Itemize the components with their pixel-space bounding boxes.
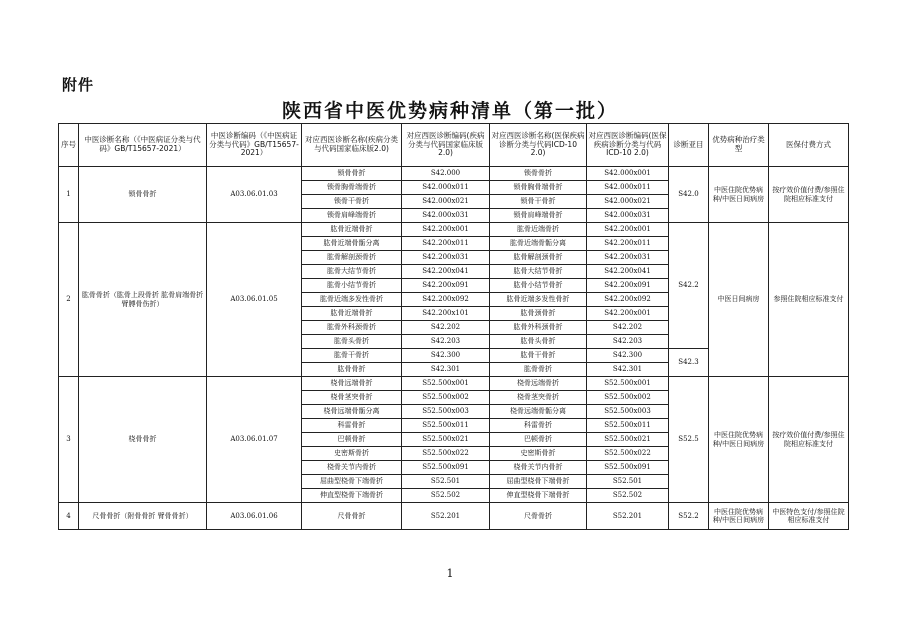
wm-name-national-cell: 肱骨外科颈骨折 <box>302 321 402 335</box>
wm-name-national-cell: 锁骨骨折 <box>302 167 402 181</box>
wm-name-insurance-cell: 肱骨近端骨骺分离 <box>490 237 587 251</box>
table-row <box>59 223 849 237</box>
wm-name-national-cell: 肱骨小结节骨折 <box>302 279 402 293</box>
wm-code-insurance-cell: S42.000x001 <box>587 167 669 181</box>
col-tcm-name: 中医诊断名称（《中医病证分类与代码》GB/T15657-2021） <box>79 124 207 167</box>
treatment-type-cell: 中医日间病房 <box>709 223 769 377</box>
col-wm-name-insurance: 对应西医诊断名称(医保疾病诊断分类与代码ICD-10 2.0) <box>490 124 587 167</box>
treatment-type-cell: 中医住院优势病种/中医日间病房 <box>709 503 769 530</box>
wm-code-national-cell: S42.000 <box>402 167 490 181</box>
wm-code-insurance-cell: S42.000x011 <box>587 181 669 195</box>
wm-code-national-cell: S52.500x091 <box>402 461 490 475</box>
col-treatment-type: 优势病种治疗类型 <box>709 124 769 167</box>
wm-code-national-cell: S52.500x011 <box>402 419 490 433</box>
payment-method-cell: 按疗效价值付费/参照住院相应标准支付 <box>769 167 849 223</box>
wm-code-insurance-cell: S42.200x011 <box>587 237 669 251</box>
wm-code-insurance-cell: S52.500x002 <box>587 391 669 405</box>
col-subcategory: 诊断亚目 <box>669 124 709 167</box>
wm-name-national-cell: 肱骨解剖颈骨折 <box>302 251 402 265</box>
wm-code-insurance-cell: S42.203 <box>587 335 669 349</box>
wm-code-national-cell: S42.200x001 <box>402 223 490 237</box>
wm-name-national-cell: 锁骨肩峰端骨折 <box>302 209 402 223</box>
wm-name-insurance-cell: 肱骨颈骨折 <box>490 307 587 321</box>
wm-code-national-cell: S52.500x002 <box>402 391 490 405</box>
wm-code-national-cell: S42.200x092 <box>402 293 490 307</box>
document-title: 陕西省中医优势病种清单（第一批） <box>281 100 618 122</box>
wm-code-insurance-cell: S52.201 <box>587 503 669 530</box>
wm-name-insurance-cell: 桡骨远端骨骺分离 <box>490 405 587 419</box>
subcategory-cell: S42.3 <box>669 349 709 377</box>
wm-code-national-cell: S52.500x022 <box>402 447 490 461</box>
wm-name-national-cell: 肱骨近端骨折 <box>302 307 402 321</box>
wm-code-national-cell: S42.202 <box>402 321 490 335</box>
wm-code-national-cell: S52.500x021 <box>402 433 490 447</box>
wm-name-national-cell: 尺骨骨折 <box>302 503 402 530</box>
wm-code-insurance-cell: S52.500x022 <box>587 447 669 461</box>
wm-code-national-cell: S42.301 <box>402 363 490 377</box>
wm-code-national-cell: S42.200x041 <box>402 265 490 279</box>
wm-name-national-cell: 锁骨干骨折 <box>302 195 402 209</box>
tcm-code-cell: A03.06.01.06 <box>207 503 302 530</box>
table-row <box>59 503 849 530</box>
wm-code-national-cell: S42.000x031 <box>402 209 490 223</box>
wm-code-insurance-cell: S52.500x003 <box>587 405 669 419</box>
wm-name-national-cell: 肱骨近端骨骺分离 <box>302 237 402 251</box>
wm-code-national-cell: S52.501 <box>402 475 490 489</box>
wm-code-insurance-cell: S42.000x021 <box>587 195 669 209</box>
seq-cell: 3 <box>59 377 79 503</box>
wm-name-insurance-cell: 锁骨骨折 <box>490 167 587 181</box>
wm-code-national-cell: S42.200x031 <box>402 251 490 265</box>
wm-name-insurance-cell: 肱骨解剖颈骨折 <box>490 251 587 265</box>
wm-name-insurance-cell: 尺骨骨折 <box>490 503 587 530</box>
tcm-name-cell: 桡骨骨折 <box>79 377 207 503</box>
wm-name-national-cell: 肱骨近端多发性骨折 <box>302 293 402 307</box>
wm-name-insurance-cell: 科雷骨折 <box>490 419 587 433</box>
wm-name-national-cell: 伸直型桡骨下端骨折 <box>302 489 402 503</box>
col-wm-name-national: 对应西医诊断名称(疾病分类与代码国家临床版2.0) <box>302 124 402 167</box>
wm-name-national-cell: 肱骨近端骨折 <box>302 223 402 237</box>
wm-name-national-cell: 肱骨大结节骨折 <box>302 265 402 279</box>
tcm-code-cell: A03.06.01.05 <box>207 223 302 377</box>
wm-name-insurance-cell: 锁骨肩峰端骨折 <box>490 209 587 223</box>
col-seq: 序号 <box>59 124 79 167</box>
wm-name-national-cell: 屈曲型桡骨下端骨折 <box>302 475 402 489</box>
wm-name-national-cell: 肱骨头骨折 <box>302 335 402 349</box>
wm-name-insurance-cell: 肱骨外科颈骨折 <box>490 321 587 335</box>
wm-code-national-cell: S42.000x021 <box>402 195 490 209</box>
col-tcm-code: 中医诊断编码（《中医病证分类与代码》GB/T15657-2021） <box>207 124 302 167</box>
wm-code-national-cell: S42.200x101 <box>402 307 490 321</box>
subcategory-cell: S42.0 <box>669 167 709 223</box>
wm-code-national-cell: S52.502 <box>402 489 490 503</box>
wm-name-national-cell: 科雷骨折 <box>302 419 402 433</box>
wm-name-insurance-cell: 肱骨骨折 <box>490 363 587 377</box>
wm-name-insurance-cell: 巴顿骨折 <box>490 433 587 447</box>
wm-name-insurance-cell: 桡骨关节内骨折 <box>490 461 587 475</box>
wm-code-national-cell: S52.500x001 <box>402 377 490 391</box>
wm-code-insurance-cell: S42.200x001 <box>587 223 669 237</box>
seq-cell: 1 <box>59 167 79 223</box>
wm-name-national-cell: 肱骨干骨折 <box>302 349 402 363</box>
wm-code-national-cell: S42.203 <box>402 335 490 349</box>
table-header-row <box>59 124 849 167</box>
wm-code-national-cell: S52.201 <box>402 503 490 530</box>
wm-name-insurance-cell: 锁骨胸骨端骨折 <box>490 181 587 195</box>
wm-code-insurance-cell: S52.500x011 <box>587 419 669 433</box>
treatment-type-cell: 中医住院优势病种/中医日间病房 <box>709 377 769 503</box>
wm-code-national-cell: S42.200x011 <box>402 237 490 251</box>
tcm-name-cell: 锁骨骨折 <box>79 167 207 223</box>
wm-code-insurance-cell: S42.200x001 <box>587 307 669 321</box>
tcm-code-cell: A03.06.01.07 <box>207 377 302 503</box>
wm-code-insurance-cell: S52.500x091 <box>587 461 669 475</box>
wm-name-national-cell: 史密斯骨折 <box>302 447 402 461</box>
payment-method-cell: 中医特色支付/参照住院相应标准支付 <box>769 503 849 530</box>
wm-name-insurance-cell: 肱骨头骨折 <box>490 335 587 349</box>
wm-code-insurance-cell: S42.200x031 <box>587 251 669 265</box>
attachment-label: 附件 <box>62 76 95 94</box>
col-wm-code-national: 对应西医诊断编码(疾病分类与代码国家临床版2.0) <box>402 124 490 167</box>
wm-name-insurance-cell: 肱骨小结节骨折 <box>490 279 587 293</box>
wm-name-national-cell: 肱骨骨折 <box>302 363 402 377</box>
wm-code-insurance-cell: S42.200x041 <box>587 265 669 279</box>
col-wm-code-insurance: 对应西医诊断编码(医保疾病诊断分类与代码ICD-10 2.0) <box>587 124 669 167</box>
wm-code-insurance-cell: S42.300 <box>587 349 669 363</box>
wm-name-national-cell: 桡骨远端骨折 <box>302 377 402 391</box>
wm-code-insurance-cell: S52.501 <box>587 475 669 489</box>
subcategory-cell: S52.2 <box>669 503 709 530</box>
wm-name-national-cell: 桡骨远端骨骺分离 <box>302 405 402 419</box>
wm-code-national-cell: S42.000x011 <box>402 181 490 195</box>
wm-name-national-cell: 桡骨茎突骨折 <box>302 391 402 405</box>
wm-name-insurance-cell: 屈曲型桡骨下端骨折 <box>490 475 587 489</box>
wm-code-insurance-cell: S42.200x091 <box>587 279 669 293</box>
wm-name-insurance-cell: 伸直型桡骨下端骨折 <box>490 489 587 503</box>
wm-name-national-cell: 锁骨胸骨端骨折 <box>302 181 402 195</box>
wm-code-insurance-cell: S42.202 <box>587 321 669 335</box>
wm-name-insurance-cell: 史密斯骨折 <box>490 447 587 461</box>
table-body <box>59 167 849 530</box>
wm-code-national-cell: S42.300 <box>402 349 490 363</box>
tcm-name-cell: 肱骨骨折（肱骨上段骨折 肱骨肩端骨折 臂膊骨伤折） <box>79 223 207 377</box>
wm-name-insurance-cell: 肱骨大结节骨折 <box>490 265 587 279</box>
wm-name-insurance-cell: 肱骨近端骨折 <box>490 223 587 237</box>
wm-code-insurance-cell: S52.500x001 <box>587 377 669 391</box>
wm-code-insurance-cell: S52.500x021 <box>587 433 669 447</box>
table-row <box>59 377 849 391</box>
wm-code-insurance-cell: S42.000x031 <box>587 209 669 223</box>
seq-cell: 2 <box>59 223 79 377</box>
wm-name-insurance-cell: 桡骨远端骨折 <box>490 377 587 391</box>
subcategory-cell: S42.2 <box>669 223 709 349</box>
tcm-name-cell: 尺骨骨折（附骨骨折 臂骨骨折） <box>79 503 207 530</box>
wm-code-national-cell: S52.500x003 <box>402 405 490 419</box>
wm-name-insurance-cell: 肱骨近端多发性骨折 <box>490 293 587 307</box>
treatment-type-cell: 中医住院优势病种/中医日间病房 <box>709 167 769 223</box>
payment-method-cell: 按疗效价值付费/参照住院相应标准支付 <box>769 377 849 503</box>
wm-name-insurance-cell: 桡骨茎突骨折 <box>490 391 587 405</box>
tcm-code-cell: A03.06.01.03 <box>207 167 302 223</box>
wm-code-insurance-cell: S42.200x092 <box>587 293 669 307</box>
subcategory-cell: S52.5 <box>669 377 709 503</box>
payment-method-cell: 参照住院相应标准支付 <box>769 223 849 377</box>
table-row <box>59 167 849 181</box>
wm-code-insurance-cell: S52.502 <box>587 489 669 503</box>
page-number: 1 <box>446 567 454 580</box>
seq-cell: 4 <box>59 503 79 530</box>
col-payment-method: 医保付费方式 <box>769 124 849 167</box>
wm-name-national-cell: 桡骨关节内骨折 <box>302 461 402 475</box>
wm-name-national-cell: 巴顿骨折 <box>302 433 402 447</box>
wm-code-insurance-cell: S42.301 <box>587 363 669 377</box>
wm-code-national-cell: S42.200x091 <box>402 279 490 293</box>
wm-name-insurance-cell: 肱骨干骨折 <box>490 349 587 363</box>
disease-table <box>58 123 849 530</box>
wm-name-insurance-cell: 锁骨干骨折 <box>490 195 587 209</box>
